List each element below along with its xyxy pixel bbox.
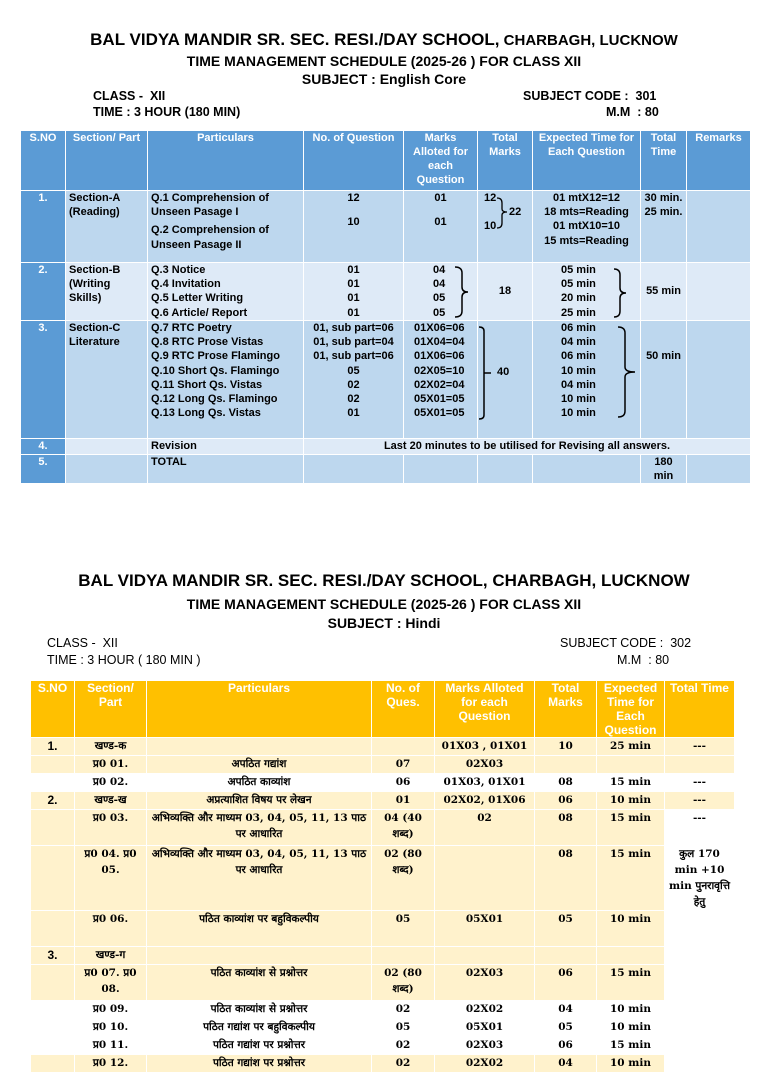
nq-item: 01, sub part=06 (313, 350, 394, 363)
row-particulars (148, 191, 304, 263)
hindi-row-expected-time: 10 min (597, 1019, 665, 1037)
particular-item: Q.11 Short Qs. Vistas (151, 378, 263, 391)
nq-item: 01 (347, 264, 360, 276)
hindi-row-expected-time: 15 min (597, 774, 665, 792)
row-sno: 2. (21, 263, 66, 321)
row-expected-time (533, 321, 641, 439)
hindi-row-total-time: --- (665, 792, 735, 810)
time-item: 18 mts=Reading (544, 206, 629, 219)
hindi-row-nq: 07 (372, 756, 435, 774)
table-row (21, 321, 751, 439)
row-sno: 3. (21, 321, 66, 439)
english-subject-title: SUBJECT : English Core (301, 71, 467, 87)
total-value: 40 (497, 366, 510, 378)
hindi-row-particulars: पठित काव्यांश से प्रश्नोत्तर (147, 1001, 372, 1019)
hindi-row-nq: 06 (372, 774, 435, 792)
nq-item: 12 (347, 192, 360, 204)
row-remarks (687, 455, 751, 484)
hindi-row-marks: 01X03, 01X01 (435, 774, 535, 792)
time-item: 05 min (561, 278, 596, 291)
table-row (31, 1055, 735, 1073)
table-row (31, 1001, 735, 1019)
row-total-time: 30 min. 25 min. (641, 191, 687, 263)
hindi-row-sno (31, 774, 75, 792)
hindi-row-sno: 1. (31, 738, 75, 756)
marks-item: 01 (434, 216, 447, 229)
hindi-row-particulars: अपठित काव्यांश (147, 774, 372, 792)
nq-item: 10 (347, 216, 360, 229)
hindi-row-total-time: कुल 170 min +10 min पुनरावृत्ति हेतु (665, 846, 735, 911)
header-total-time: Total Time (665, 681, 735, 738)
hindi-row-marks: 02X03 (435, 965, 535, 1001)
row-total-time: 55 min (641, 263, 687, 321)
hindi-row-total-marks: 04 (535, 1001, 597, 1019)
hindi-row-particulars: अभिव्यक्ति और माध्यम 03, 04, 05, 11, 13 पाठ पर आधारित (147, 810, 372, 846)
hindi-row-particulars: अभिव्यक्ति और माध्यम 03, 04, 05, 11, 13 पाठ पर आधारित (147, 846, 372, 911)
hindi-row-marks: 02X03 (435, 1037, 535, 1055)
time-item: 05 min (561, 264, 596, 276)
table-row (21, 191, 751, 263)
hindi-row-nq (372, 947, 435, 965)
hindi-row-section: प्र0 10. (75, 1019, 147, 1037)
hindi-row-total-time (665, 1037, 735, 1055)
hindi-row-total-time (665, 1019, 735, 1037)
header-total-marks: Total Marks (535, 681, 597, 738)
row-expected-time (533, 455, 641, 484)
hindi-row-total-marks: 08 (535, 846, 597, 911)
particular-item: Q.10 Short Qs. Flamingo (151, 364, 280, 377)
header-expected-time: Expected Time for Each Question (597, 681, 665, 738)
table-row (31, 792, 735, 810)
nq-item: 01 (347, 407, 360, 420)
hindi-row-expected-time: 10 min (597, 1055, 665, 1073)
row-nq (304, 191, 404, 263)
particular-item: Q.3 Notice (151, 264, 206, 276)
hindi-row-total-marks: 06 (535, 792, 597, 810)
hindi-row-particulars: अपठित गद्यांश (147, 756, 372, 774)
header-total-marks: Total Marks (478, 131, 533, 191)
english-subject-code: SUBJECT CODE : 301 (523, 89, 657, 103)
hindi-row-marks: 02X02 (435, 1055, 535, 1073)
hindi-row-marks: 05X01 (435, 911, 535, 947)
nq-item: 01 (347, 306, 360, 319)
hindi-row-section: खण्ड-ग (75, 947, 147, 965)
header-marks-alloted: Marks Alloted for each Question (435, 681, 535, 738)
time-item: 15 mts=Reading (544, 234, 629, 247)
time-item: 04 min (561, 378, 596, 391)
hindi-row-section: प्र0 06. (75, 911, 147, 947)
hindi-row-section: प्र0 04. प्र0 05. (75, 846, 147, 911)
time-item: 06 min (561, 350, 596, 363)
table-row (21, 263, 751, 321)
row-section: Section-A (Reading) (66, 191, 148, 263)
row-total-time: 50 min (641, 321, 687, 439)
hindi-row-total-time (665, 1055, 735, 1073)
row-remarks (687, 191, 751, 263)
time-item: 10 min (561, 364, 596, 377)
hindi-row-nq: 02 (80 शब्द) (372, 965, 435, 1001)
table-row (31, 1019, 735, 1037)
hindi-row-section: प्र0 02. (75, 774, 147, 792)
marks-item: 04 (433, 264, 446, 276)
hindi-row-total-marks (535, 947, 597, 965)
row-expected-time (533, 191, 641, 263)
row-remarks (687, 263, 751, 321)
english-max-marks: M.M : 80 (606, 105, 659, 119)
hindi-row-total-marks: 06 (535, 965, 597, 1001)
english-schedule-title: TIME MANAGEMENT SCHEDULE (2025-26 ) FOR CLASS XII (186, 53, 582, 69)
row-total-marks: 18 (478, 263, 533, 321)
hindi-row-expected-time: 10 min (597, 792, 665, 810)
header-particulars: Particulars (148, 131, 304, 191)
hindi-row-sno (31, 911, 75, 947)
total-top: 12 (484, 192, 497, 204)
hindi-row-total-time (665, 965, 735, 1001)
hindi-max-marks: M.M : 80 (617, 653, 670, 667)
hindi-school-title: BAL VIDYA MANDIR SR. SEC. RESI./DAY SCHOOL, CHARBAGH, LUCKNOW (78, 571, 690, 590)
marks-item: 05 (433, 292, 446, 305)
time-item: 10 min (561, 393, 596, 406)
hindi-row-total-time (665, 1001, 735, 1019)
hindi-row-nq: 05 (372, 911, 435, 947)
hindi-row-section: प्र0 11. (75, 1037, 147, 1055)
hindi-row-total-marks: 10 (535, 738, 597, 756)
hindi-row-total-time (665, 911, 735, 947)
school-name: BAL VIDYA MANDIR SR. SEC. RESI./DAY SCHOOL, (90, 30, 500, 49)
marks-item: 02X05=10 (414, 364, 465, 377)
header-section: Section/ Part (75, 681, 147, 738)
particular-item: Q.4 Invitation (151, 278, 221, 291)
row-total-marks (478, 455, 533, 484)
row-expected-time (533, 263, 641, 321)
nq-item: 01 (347, 278, 360, 291)
english-header-row (21, 131, 751, 191)
nq-item: 01 (347, 292, 360, 305)
row-sno: 4. (21, 439, 66, 455)
hindi-row-nq: 02 (372, 1055, 435, 1073)
hindi-row-total-marks: 05 (535, 1019, 597, 1037)
hindi-row-particulars: अप्रत्याशित विषय पर लेखन (147, 792, 372, 810)
row-sno: 1. (21, 191, 66, 263)
marks-item: 01 (434, 192, 447, 204)
hindi-row-particulars (147, 738, 372, 756)
row-section (66, 455, 148, 484)
total-mid: 22 (509, 206, 522, 218)
time-item: 01 mtX10=10 (553, 220, 620, 233)
row-nq (304, 455, 404, 484)
time-item: 04 min (561, 336, 596, 349)
nq-item: 01, sub part=04 (313, 336, 394, 349)
hindi-row-particulars (147, 947, 372, 965)
hindi-row-expected-time: 25 min (597, 738, 665, 756)
hindi-row-total-marks: 08 (535, 774, 597, 792)
nq-item: 05 (347, 364, 360, 377)
table-row (21, 439, 751, 455)
hindi-row-sno: 2. (31, 792, 75, 810)
hindi-subject-title: SUBJECT : Hindi (327, 615, 441, 631)
row-section (66, 439, 148, 455)
header-particulars: Particulars (147, 681, 372, 738)
hindi-header-row (31, 681, 735, 738)
row-remarks (687, 321, 751, 439)
hindi-row-expected-time: 10 min (597, 1001, 665, 1019)
hindi-row-total-marks: 08 (535, 810, 597, 846)
hindi-row-sno: 3. (31, 947, 75, 965)
table-row (31, 738, 735, 756)
hindi-row-expected-time: 15 min (597, 1037, 665, 1055)
hindi-row-section: खण्ड-क (75, 738, 147, 756)
table-row (31, 810, 735, 846)
hindi-row-total-marks: 06 (535, 1037, 597, 1055)
total-bot: 10 (484, 220, 497, 232)
row-section: Section-B (Writing Skills) (66, 263, 148, 321)
hindi-row-sno (31, 965, 75, 1001)
header-expected-time: Expected Time for Each Question (533, 131, 641, 191)
marks-item: 02X02=04 (414, 378, 465, 391)
english-schedule-table (20, 130, 751, 484)
hindi-row-expected-time (597, 756, 665, 774)
hindi-row-total-marks: 05 (535, 911, 597, 947)
hindi-row-expected-time: 15 min (597, 965, 665, 1001)
hindi-row-particulars: पठित काव्यांश पर बहुविकल्पीय (147, 911, 372, 947)
hindi-row-total-marks (535, 756, 597, 774)
hindi-row-total-time (665, 947, 735, 965)
hindi-row-section: प्र0 07. प्र0 08. (75, 965, 147, 1001)
hindi-row-nq: 02 (372, 1001, 435, 1019)
hindi-row-total-time (665, 756, 735, 774)
marks-item: 05X01=05 (414, 393, 465, 406)
hindi-subject-code: SUBJECT CODE : 302 (560, 636, 692, 650)
particular-item: Q.13 Long Qs. Vistas (151, 407, 261, 420)
row-section: Section-C Literature (66, 321, 148, 439)
table-row (21, 455, 751, 484)
hindi-row-expected-time (597, 947, 665, 965)
hindi-row-particulars: पठित काव्यांश से प्रश्नोत्तर (147, 965, 372, 1001)
hindi-row-nq: 01 (372, 792, 435, 810)
table-row (31, 774, 735, 792)
hindi-row-marks: 02X02 (435, 1001, 535, 1019)
marks-item: 01X04=04 (414, 336, 465, 349)
hindi-row-marks: 02X03 (435, 756, 535, 774)
header-marks-alloted: Marks Alloted for each Question (404, 131, 478, 191)
hindi-row-nq (372, 738, 435, 756)
marks-item: 05X01=05 (414, 407, 465, 420)
row-particulars: Revision (148, 439, 304, 455)
nq-item: 02 (347, 378, 360, 391)
marks-item: 05 (433, 306, 446, 319)
particular-item: Q.12 Long Qs. Flamingo (151, 393, 278, 406)
row-particulars (148, 263, 304, 321)
header-sno: S.NO (21, 131, 66, 191)
hindi-row-marks: 01X03 , 01X01 (435, 738, 535, 756)
time-item: 10 min (561, 407, 596, 420)
hindi-row-section: प्र0 12. (75, 1055, 147, 1073)
hindi-row-nq: 04 (40 शब्द) (372, 810, 435, 846)
row-particulars (148, 321, 304, 439)
hindi-row-expected-time: 15 min (597, 810, 665, 846)
hindi-time: TIME : 3 HOUR ( 180 MIN ) (47, 653, 201, 667)
row-marks (404, 455, 478, 484)
hindi-row-total-time: --- (665, 774, 735, 792)
bracket-icon (478, 325, 492, 421)
row-marks (404, 263, 478, 321)
hindi-row-sno (31, 1001, 75, 1019)
header-sno: S.NO (31, 681, 75, 738)
hindi-row-marks: 02X02, 01X06 (435, 792, 535, 810)
header-remarks: Remarks (687, 131, 751, 191)
hindi-row-marks (435, 947, 535, 965)
school-place: CHARBAGH, LUCKNOW (499, 32, 678, 49)
row-sno: 5. (21, 455, 66, 484)
header-no-of-question: No. of Question (304, 131, 404, 191)
row-nq (304, 321, 404, 439)
particular-item: Q.1 Comprehension of Unseen Pasage I (151, 192, 269, 219)
nq-item: 01, sub part=06 (313, 322, 394, 334)
hindi-row-sno (31, 756, 75, 774)
row-marks (404, 191, 478, 263)
hindi-row-sno (31, 1037, 75, 1055)
hindi-row-expected-time: 15 min (597, 846, 665, 911)
particular-item: Q.5 Letter Writing (151, 292, 244, 305)
particular-item: Q.8 RTC Prose Vistas (151, 336, 264, 349)
hindi-class: CLASS - XII (47, 636, 118, 650)
row-particulars: TOTAL (148, 455, 304, 484)
marks-item: 01X06=06 (414, 350, 465, 363)
table-row (31, 846, 735, 911)
marks-item: 01X06=06 (414, 322, 465, 334)
row-total-marks (478, 321, 533, 439)
hindi-row-nq: 05 (372, 1019, 435, 1037)
hindi-row-sno (31, 1055, 75, 1073)
brace-icon (496, 191, 510, 235)
hindi-row-marks: 02 (435, 810, 535, 846)
table-row (31, 947, 735, 965)
particular-item: Q.7 RTC Poetry (151, 322, 232, 334)
hindi-row-particulars: पठित गद्यांश पर प्रश्नोत्तर (147, 1055, 372, 1073)
hindi-row-section: प्र0 01. (75, 756, 147, 774)
hindi-row-nq: 02 (372, 1037, 435, 1055)
table-row (31, 965, 735, 1001)
revision-note: Last 20 minutes to be utilised for Revising all answers. (304, 439, 751, 455)
row-total-marks (478, 191, 533, 263)
hindi-row-total-time: --- (665, 810, 735, 846)
particular-item: Q.2 Comprehension of Unseen Pasage II (151, 224, 269, 251)
hindi-row-section: प्र0 09. (75, 1001, 147, 1019)
brace-icon (613, 267, 629, 319)
table-row (31, 756, 735, 774)
hindi-row-marks (435, 846, 535, 911)
header-no-of-ques: No. of Ques. (372, 681, 435, 738)
hindi-row-section: खण्ड-ख (75, 792, 147, 810)
time-item: 01 mtX12=12 (553, 192, 620, 204)
table-row (31, 911, 735, 947)
row-nq (304, 263, 404, 321)
hindi-row-section: प्र0 03. (75, 810, 147, 846)
hindi-row-sno (31, 810, 75, 846)
english-school-title (0, 30, 768, 50)
hindi-row-nq: 02 (80 शब्द) (372, 846, 435, 911)
row-total-time: 180 min (641, 455, 687, 484)
hindi-schedule-title: TIME MANAGEMENT SCHEDULE (2025-26 ) FOR CLASS XII (186, 596, 582, 612)
particular-item: Q.6 Article/ Report (151, 306, 248, 319)
table-row (31, 1037, 735, 1055)
time-item: 20 min (561, 292, 596, 305)
hindi-row-sno (31, 1019, 75, 1037)
hindi-schedule-table (30, 680, 735, 1073)
hindi-row-expected-time: 10 min (597, 911, 665, 947)
hindi-row-sno (31, 846, 75, 911)
hindi-row-particulars: पठित गद्यांश पर बहुविकल्पीय (147, 1019, 372, 1037)
header-total-time: Total Time (641, 131, 687, 191)
hindi-row-marks: 05X01 (435, 1019, 535, 1037)
hindi-row-particulars: पठित गद्यांश पर प्रश्नोत्तर (147, 1037, 372, 1055)
row-marks (404, 321, 478, 439)
time-item: 25 min (561, 306, 596, 319)
time-item: 06 min (561, 322, 596, 334)
marks-item: 04 (433, 278, 446, 291)
english-time: TIME : 3 HOUR (180 MIN) (93, 105, 241, 119)
particular-item: Q.9 RTC Prose Flamingo (151, 350, 280, 363)
brace-icon (617, 325, 637, 421)
brace-icon (454, 265, 470, 319)
hindi-row-total-marks: 04 (535, 1055, 597, 1073)
nq-item: 02 (347, 393, 360, 406)
hindi-row-total-time: --- (665, 738, 735, 756)
english-class: CLASS - XII (93, 89, 166, 103)
header-section: Section/ Part (66, 131, 148, 191)
